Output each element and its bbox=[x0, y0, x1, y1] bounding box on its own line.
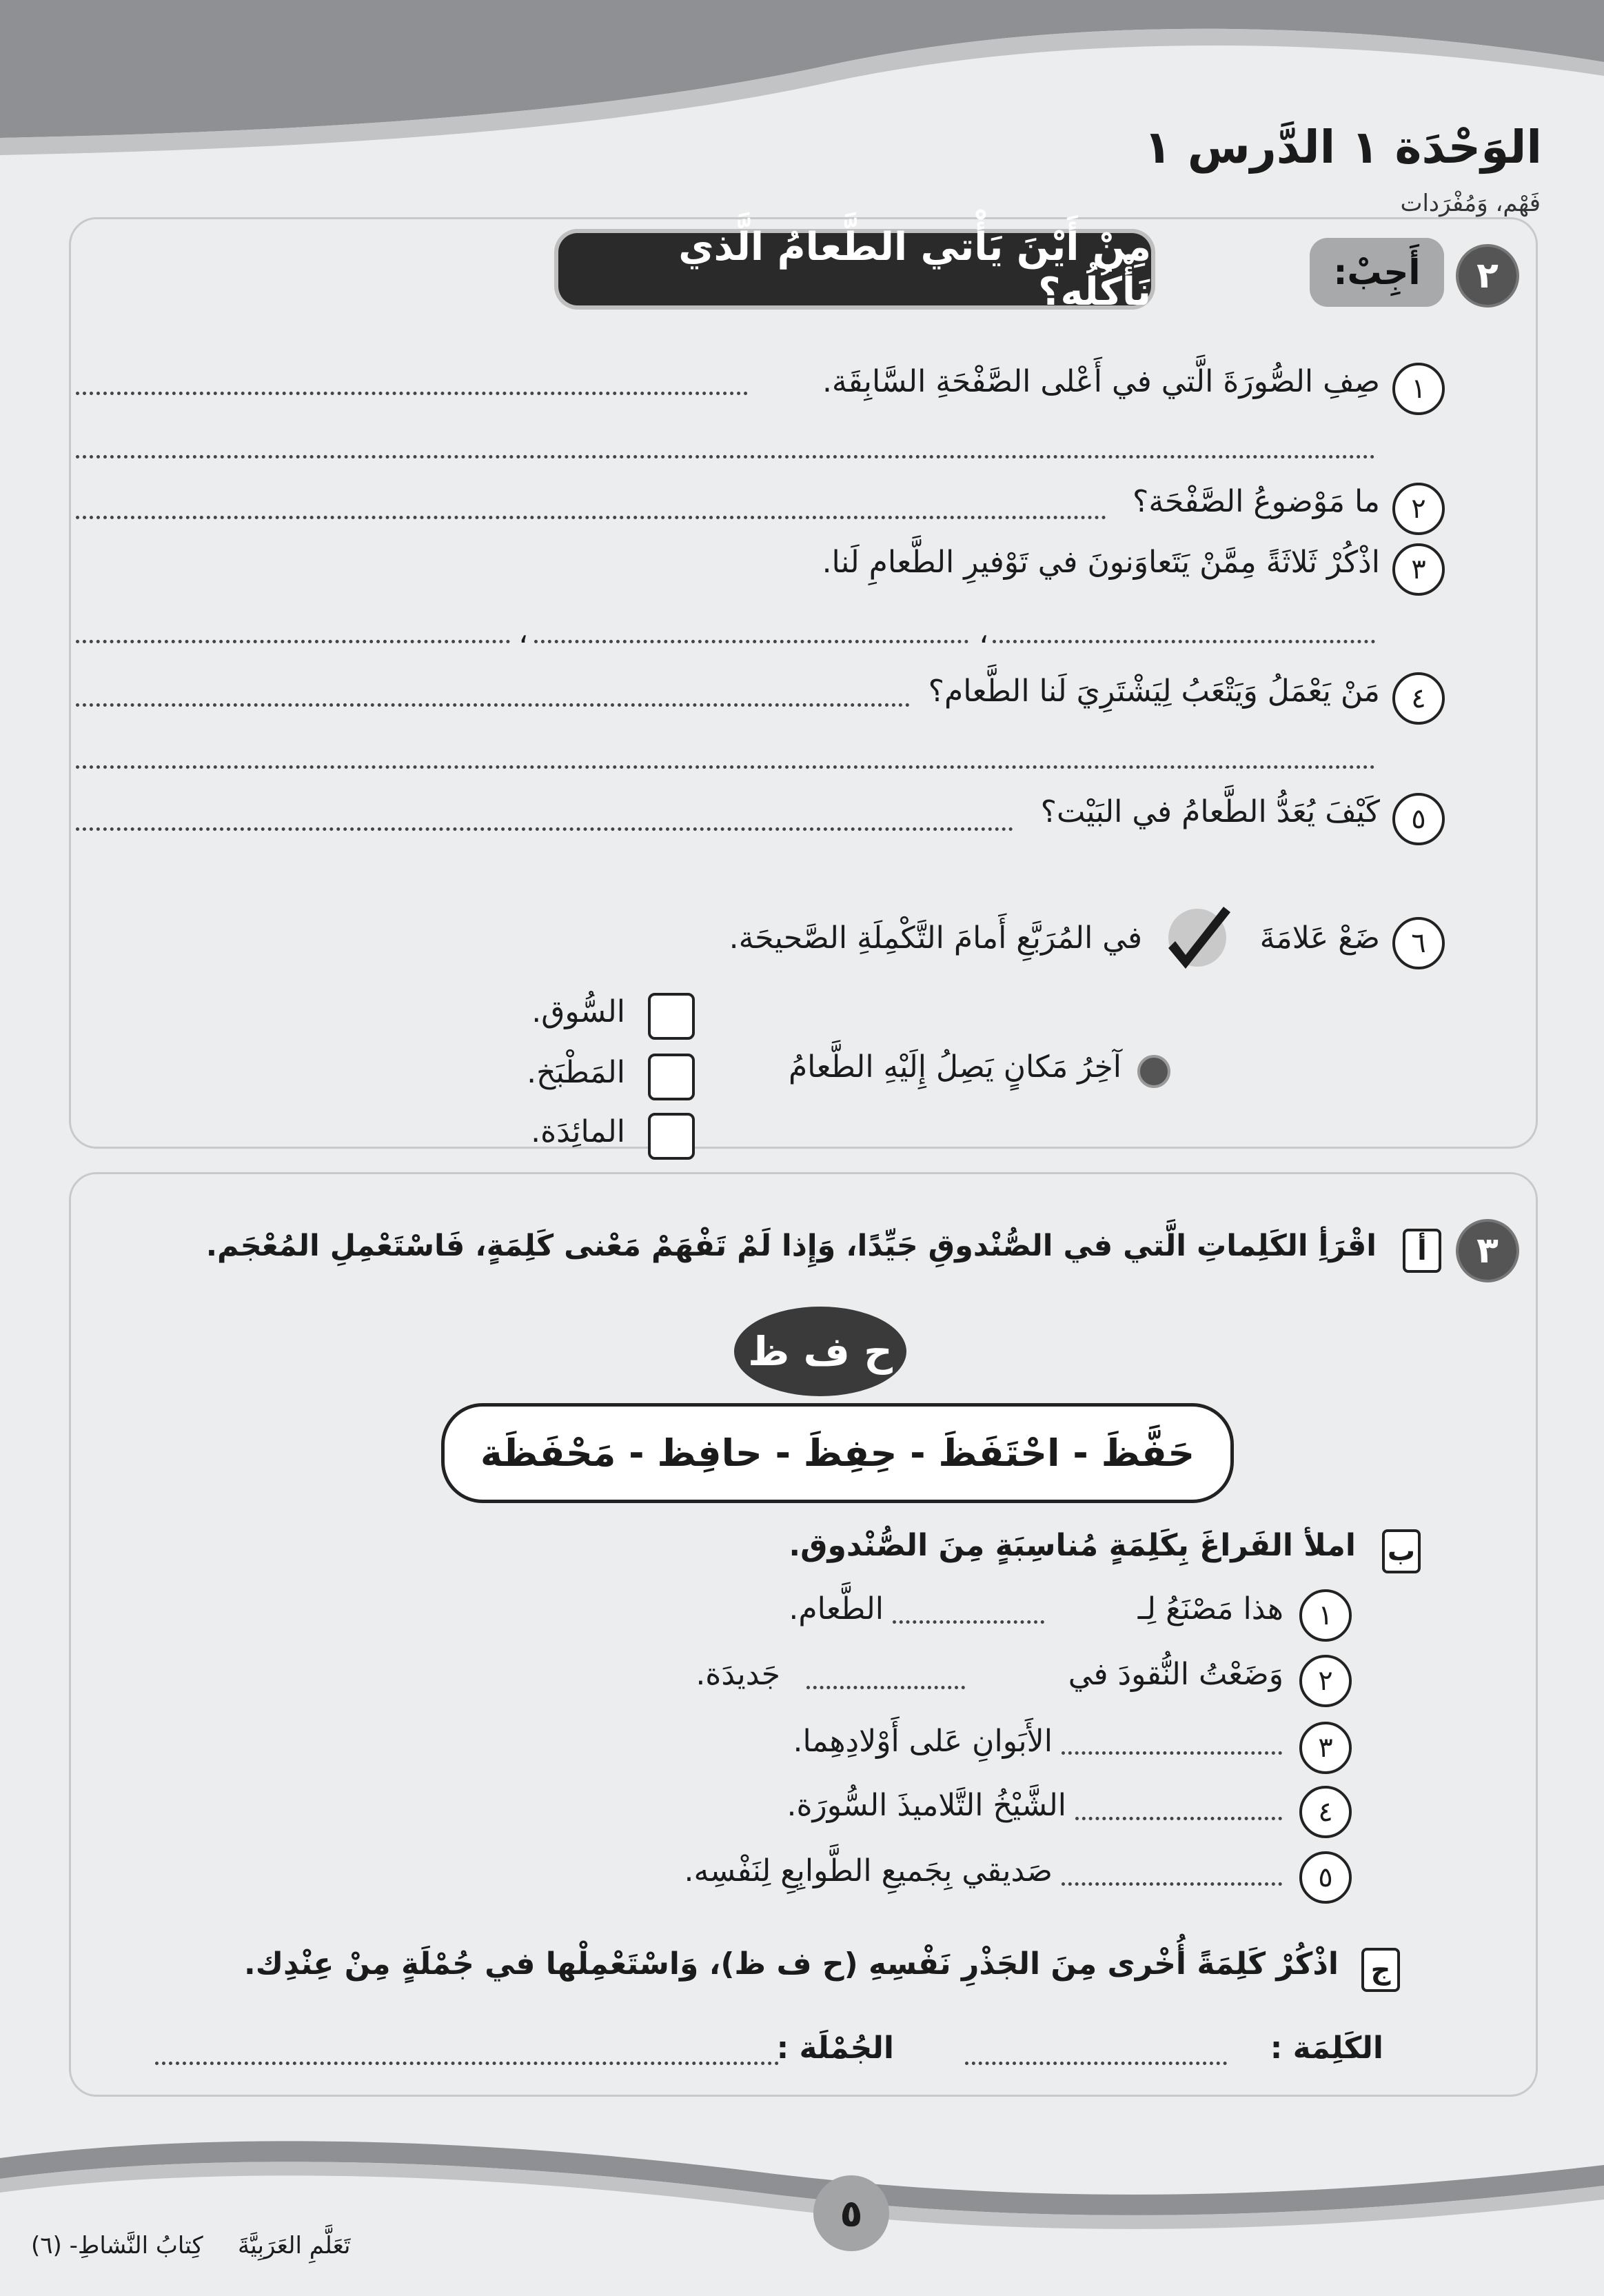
question-3-comma-2: ، bbox=[518, 615, 529, 650]
word-label: الكَلِمَة : bbox=[1270, 2031, 1383, 2066]
fill-item-4-after: الشَّيْخُ التَّلاميذَ السُّورَة. bbox=[786, 1788, 1066, 1823]
root-letters-oval: ح ف ظ bbox=[734, 1307, 906, 1396]
answer-instruction-tab: أَجِبْ: bbox=[1310, 238, 1444, 307]
unit-title: الوَحْدَة ١ الدَّرس ١ bbox=[1144, 121, 1542, 174]
fill-item-1-number: ١ bbox=[1299, 1589, 1352, 1642]
part-a-instruction: اقْرَأِ الكَلِماتِ الَّتي في الصُّنْدوقِ جَيِّدًا، وَإِذا لَمْ تَفْهَمْ مَعْنى كَلِمَةٍ، فَاسْتَعْمِلِ المُعْجَم. bbox=[205, 1229, 1377, 1263]
check-mark-icon bbox=[1155, 900, 1237, 983]
fill-item-4-number: ٤ bbox=[1299, 1786, 1352, 1838]
question-3-answer-line-1[interactable] bbox=[993, 640, 1375, 643]
page-number: ٥ bbox=[813, 2175, 889, 2251]
question-4-answer-line[interactable] bbox=[76, 703, 910, 707]
fill-item-3-number: ٣ bbox=[1299, 1722, 1352, 1774]
fill-item-5-number: ٥ bbox=[1299, 1851, 1352, 1904]
fill-item-2-after: جَديدَة. bbox=[696, 1657, 780, 1692]
section-3-number: ٣ bbox=[1456, 1219, 1519, 1282]
fill-item-3-after: الأَبَوانِ عَلى أَوْلادِهِما. bbox=[793, 1724, 1053, 1759]
part-b-letter: ب bbox=[1382, 1529, 1421, 1573]
option-label-kitchen: المَطْبَخ. bbox=[527, 1055, 625, 1090]
question-2-number: ٢ bbox=[1392, 483, 1445, 535]
bottom-wave-decoration bbox=[0, 2117, 1604, 2296]
question-5-number: ٥ bbox=[1392, 793, 1445, 845]
question-3-answer-line-3[interactable] bbox=[76, 640, 510, 643]
question-1-text: صِفِ الصُّورَةَ الَّتي في أَعْلى الصَّفْحَةِ السَّابِقَة. bbox=[822, 364, 1380, 399]
question-4-number: ٤ bbox=[1392, 672, 1445, 725]
fill-item-2-before: وَضَعْتُ النُّقودَ في bbox=[1068, 1657, 1283, 1692]
fill-item-4-blank[interactable] bbox=[1075, 1817, 1282, 1820]
question-1-answer-line-2[interactable] bbox=[76, 455, 1375, 459]
fill-item-1-before: هذا مَصْنَعُ لِـ bbox=[1137, 1591, 1283, 1627]
unit-subtitle: فَهْم، وَمُفْرَدات bbox=[1400, 190, 1541, 217]
option-checkbox-market[interactable] bbox=[648, 993, 695, 1040]
question-6-text-before: ضَعْ عَلامَةَ bbox=[1259, 920, 1380, 956]
question-3-comma-1: ، bbox=[979, 615, 989, 650]
question-3-answer-line-2[interactable] bbox=[534, 640, 968, 643]
part-a-letter: أ bbox=[1403, 1229, 1441, 1273]
fill-item-3-blank[interactable] bbox=[1062, 1751, 1282, 1755]
words-box: حَفَّظَ - احْتَفَظَ - حِفِظَ - حافِظ - مَحْفَظَة bbox=[441, 1403, 1234, 1503]
statement-text: آخِرُ مَكانٍ يَصِلُ إِلَيْهِ الطَّعامُ bbox=[788, 1049, 1121, 1085]
sentence-answer-line[interactable] bbox=[155, 2062, 779, 2065]
question-1-number: ١ bbox=[1392, 363, 1445, 415]
statement-bullet bbox=[1137, 1055, 1170, 1088]
question-1-answer-line[interactable] bbox=[76, 392, 748, 395]
word-answer-line[interactable] bbox=[965, 2062, 1227, 2065]
footer-book-title: تَعَلَّمِ العَرَبِيَّةَ bbox=[238, 2232, 351, 2259]
footer-book-sub: كِتابُ النَّشاطِ- (٦) bbox=[31, 2232, 203, 2259]
section-2-number: ٢ bbox=[1456, 244, 1519, 308]
question-6-text-after: في المُرَبَّعِ أَمامَ التَّكْمِلَةِ الصَّحيحَة. bbox=[729, 920, 1142, 956]
fill-item-1-after: الطَّعام. bbox=[789, 1591, 884, 1627]
question-2-answer-line[interactable] bbox=[76, 516, 1106, 519]
option-checkbox-table[interactable] bbox=[648, 1113, 695, 1160]
question-5-answer-line[interactable] bbox=[76, 827, 1013, 831]
question-6-number: ٦ bbox=[1392, 917, 1445, 969]
section-2-title: مِنْ أَيْنَ يَأْتي الطَّعامُ الَّذي نَأْكُلُه؟ bbox=[558, 233, 1151, 305]
question-3-number: ٣ bbox=[1392, 543, 1445, 596]
fill-item-2-blank[interactable] bbox=[806, 1686, 965, 1689]
part-b-instruction: املأ الفَراغَ بِكَلِمَةٍ مُناسِبَةٍ مِنَ الصُّنْدوق. bbox=[789, 1528, 1356, 1563]
fill-item-5-after: صَديقي بِجَميعِ الطَّوابِعِ لِنَفْسِه. bbox=[684, 1853, 1053, 1889]
option-label-table: المائِدَة. bbox=[531, 1114, 625, 1149]
option-checkbox-kitchen[interactable] bbox=[648, 1054, 695, 1100]
part-c-letter: ج bbox=[1361, 1948, 1400, 1992]
part-c-instruction: اذْكُرْ كَلِمَةً أُخْرى مِنَ الجَذْرِ نَفْسِهِ (ح ف ظ)، وَاسْتَعْمِلْها في جُمْلَةٍ مِنْ عِنْدِك. bbox=[244, 1946, 1339, 1982]
sentence-label: الجُمْلَة : bbox=[776, 2031, 894, 2066]
option-label-market: السُّوق. bbox=[531, 994, 625, 1029]
question-5-text: كَيْفَ يُعَدُّ الطَّعامُ في البَيْت؟ bbox=[1040, 794, 1380, 829]
question-2-text: ما مَوْضوعُ الصَّفْحَة؟ bbox=[1133, 484, 1380, 519]
question-3-text: اذْكُرْ ثَلاثَةً مِمَّنْ يَتَعاوَنونَ في تَوْفيرِ الطَّعامِ لَنا. bbox=[822, 545, 1380, 580]
question-4-answer-line-2[interactable] bbox=[76, 765, 1375, 769]
fill-item-5-blank[interactable] bbox=[1062, 1882, 1282, 1886]
fill-item-1-blank[interactable] bbox=[893, 1620, 1044, 1624]
question-4-text: مَنْ يَعْمَلُ وَيَتْعَبُ لِيَشْتَرِيَ لَنا الطَّعام؟ bbox=[928, 674, 1380, 709]
fill-item-2-number: ٢ bbox=[1299, 1655, 1352, 1707]
